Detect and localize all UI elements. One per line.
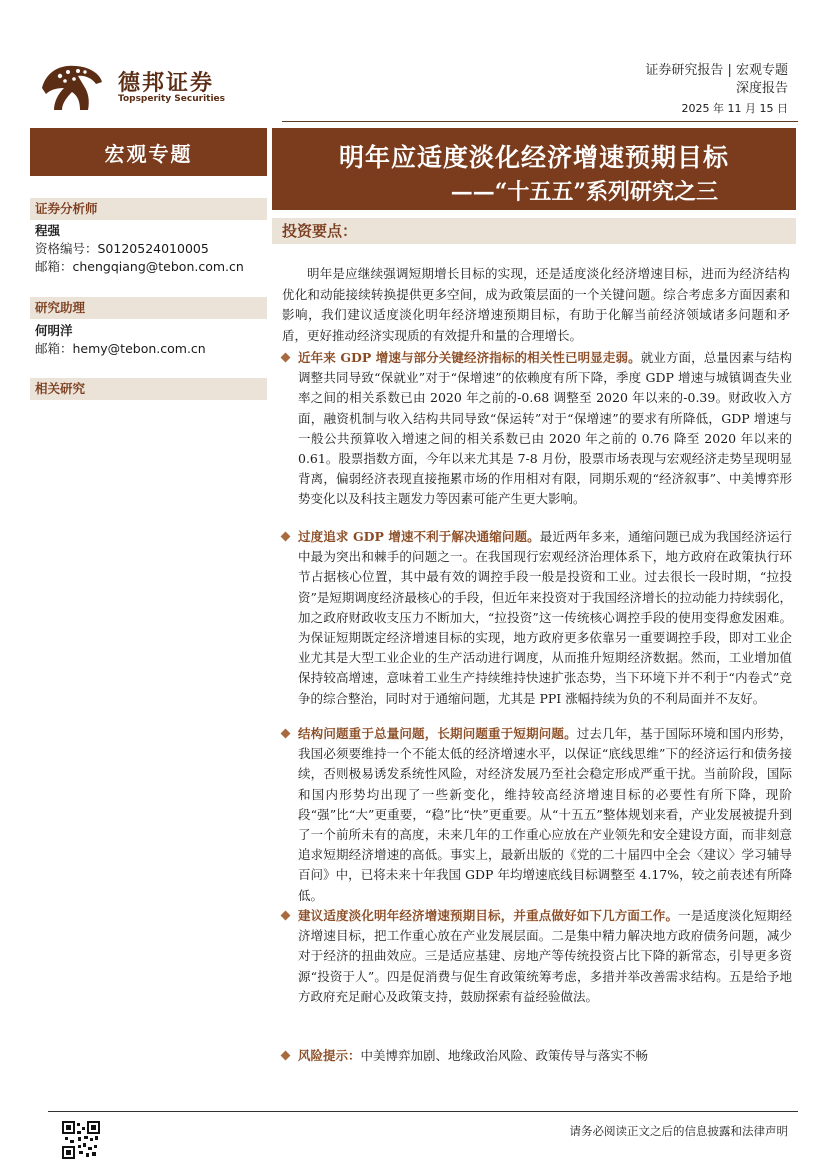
footer-divider [48,1111,798,1112]
analyst-name: 程强 [35,223,61,238]
bullet-lead: 过度追求 GDP 增速不利于解决通缩问题。 [298,529,540,544]
assistant-info [35,322,206,358]
assistant-email[interactable]: 邮箱：hemy@tebon.com.cn [35,341,206,356]
analyst-cert: 资格编号：S0120524010005 [35,241,209,256]
brand-name-en: Topsperity Securities [118,94,225,104]
bullet-lead: 近年来 GDP 增速与部分关键经济指标的相关性已明显走弱。 [298,350,641,365]
header-divider [282,121,798,122]
report-depth: 深度报告 [735,81,788,96]
section-banner: 宏观专题 [30,128,267,176]
report-subtitle: ——“十五五”系列研究之三 [450,179,718,205]
report-date: 2025 年 11 月 15 日 [681,102,788,115]
risk-body: 中美博弈加剧、地缘政治风险、政策传导与落实不畅 [360,1048,649,1063]
analyst-info [35,222,244,276]
qr-code-icon [62,1121,100,1159]
risk-warning [280,1046,792,1066]
investment-highlights-heading: 投资要点： [272,218,796,244]
report-header [645,62,788,118]
report-title: 明年应适度淡化经济增速预期目标 [338,143,729,172]
company-logo [38,58,238,118]
footer-disclaimer: 请务必阅读正文之后的信息披露和法律声明 [569,1124,788,1138]
bullet-body: 就业方面，总量因素与结构调整共同导致“保就业”对于“保增速”的依赖度有所下降，季度 GDP 增速与城镇调查失业率之间的相关系数已由 2020 年之前的-0.68 调整至 2020 年以来的-0.39。财政收入方面，融资机制与收入结构共同导致“保运转”对于“保增速”的要求有所降低，GDP 增速与一般公共预算收入增速之间的相关系数已由 2020 年之前的 0.76 降至 2020 年以来的 0.61。股票指数方面，今年以来尤其是 7-8 月份，股票市场表现与宏观经济走势呈现明显背离，偏弱经济表现直接拖累市场的作用相对有限，同期乐观的“经济叙事”、中美博弈形势变化以及科技主题发力等因素可能产生更大影响。 [298,350,792,507]
assistant-name: 何明洋 [35,323,73,338]
bullet-body: 一是适度淡化短期经济增速目标，把工作重心放在产业发展层面。二是集中精力解决地方政府债务问题，减少对于经济的扭曲效应。三是适应基建、房地产等传统投资占比下降的新常态，引导更多资源“投资于人”。四是促消费与促生育政策统筹考虑，多措并举改善需求结构。五是给予地方政府充足耐心及政策支持，鼓励探索有益经验做法。 [298,908,792,1004]
bullet-point [280,527,792,709]
risk-lead: 风险提示： [298,1048,361,1063]
analyst-heading: 证券分析师 [30,198,267,220]
bullet-point [280,348,792,510]
title-banner [272,128,796,210]
brand-name-cn: 德邦证券 [118,71,215,96]
bullet-body: 最近两年多来，通缩问题已成为我国经济运行中最为突出和棘手的问题之一。在我国现行宏观经济治理体系下，地方政府在政策执行环节占据核心位置，其中最有效的调控手段一般是投资和工业。过去很长一段时期，“拉投资”是短期调度经济最核心的手段，但近年来投资对于我国经济增长的拉动能力持续弱化，加之政府财政收支压力不断加大，“拉投资”这一传统核心调控手段的使用变得愈发困难。为保证短期既定经济增速目标的实现，地方政府更多依靠另一重要调控手段，即对工业企业尤其是大型工业企业的生产活动进行调度，从而推升短期经济数据。然而，工业增加值保持较高增速，意味着工业生产持续维持快速扩张态势，当下环境下并不利于“内卷式”竞争的综合整治，同时对于通缩问题，尤其是 PPI 涨幅持续为负的不利局面并不友好。 [298,529,792,706]
bullet-lead: 建议适度淡化明年经济增速预期目标，并重点做好如下几方面工作。 [298,908,679,923]
assistant-heading: 研究助理 [30,297,267,319]
bullet-body: 过去几年，基于国际环境和国内形势，我国必须要维持一个不能太低的经济增速水平，以保证“底线思维”下的经济运行和债务接续，否则极易诱发系统性风险，对经济发展乃至社会稳定形成严重干扰。当前阶段，国际和国内形势均出现了一些新变化，维持较高经济增速目标的必要性有所下降，现阶段“强”比“大”更重要，“稳”比“快”更重要。从“十五五”整体规划来看，产业发展被提升到了一个前所未有的高度，未来几年的工作重心应放在产业领先和安全建设方面，而非刻意追求短期经济增速的高低。事实上，最新出版的《党的二十届四中全会〈建议〉学习辅导百问》中，已将未来十年我国 GDP 年均增速底线目标调整至 4.17%，较之前表述有所降低。 [298,726,792,903]
leopard-logo-icon [38,58,106,114]
intro-paragraph: 明年是应继续强调短期增长目标的实现，还是适度淡化经济增速目标，进而为经济结构优化和动能接续转换提供更多空间，成为政策层面的一个关键问题。综合考虑多方面因素和影响，我们建议适度淡化明年经济增速预期目标，有助于化解当前经济领域诸多问题和矛盾，更好推动经济实现质的有效提升和量的合理增长。 [282,266,790,343]
analyst-email[interactable]: 邮箱：chengqiang@tebon.com.cn [35,259,244,274]
report-type: 证券研究报告 | 宏观专题 [645,63,788,78]
bullet-lead: 结构问题重于总量问题，长期问题重于短期问题。 [298,726,577,741]
related-research-heading: 相关研究 [30,378,267,400]
bullet-point [280,906,792,1007]
bullet-point [280,724,792,906]
